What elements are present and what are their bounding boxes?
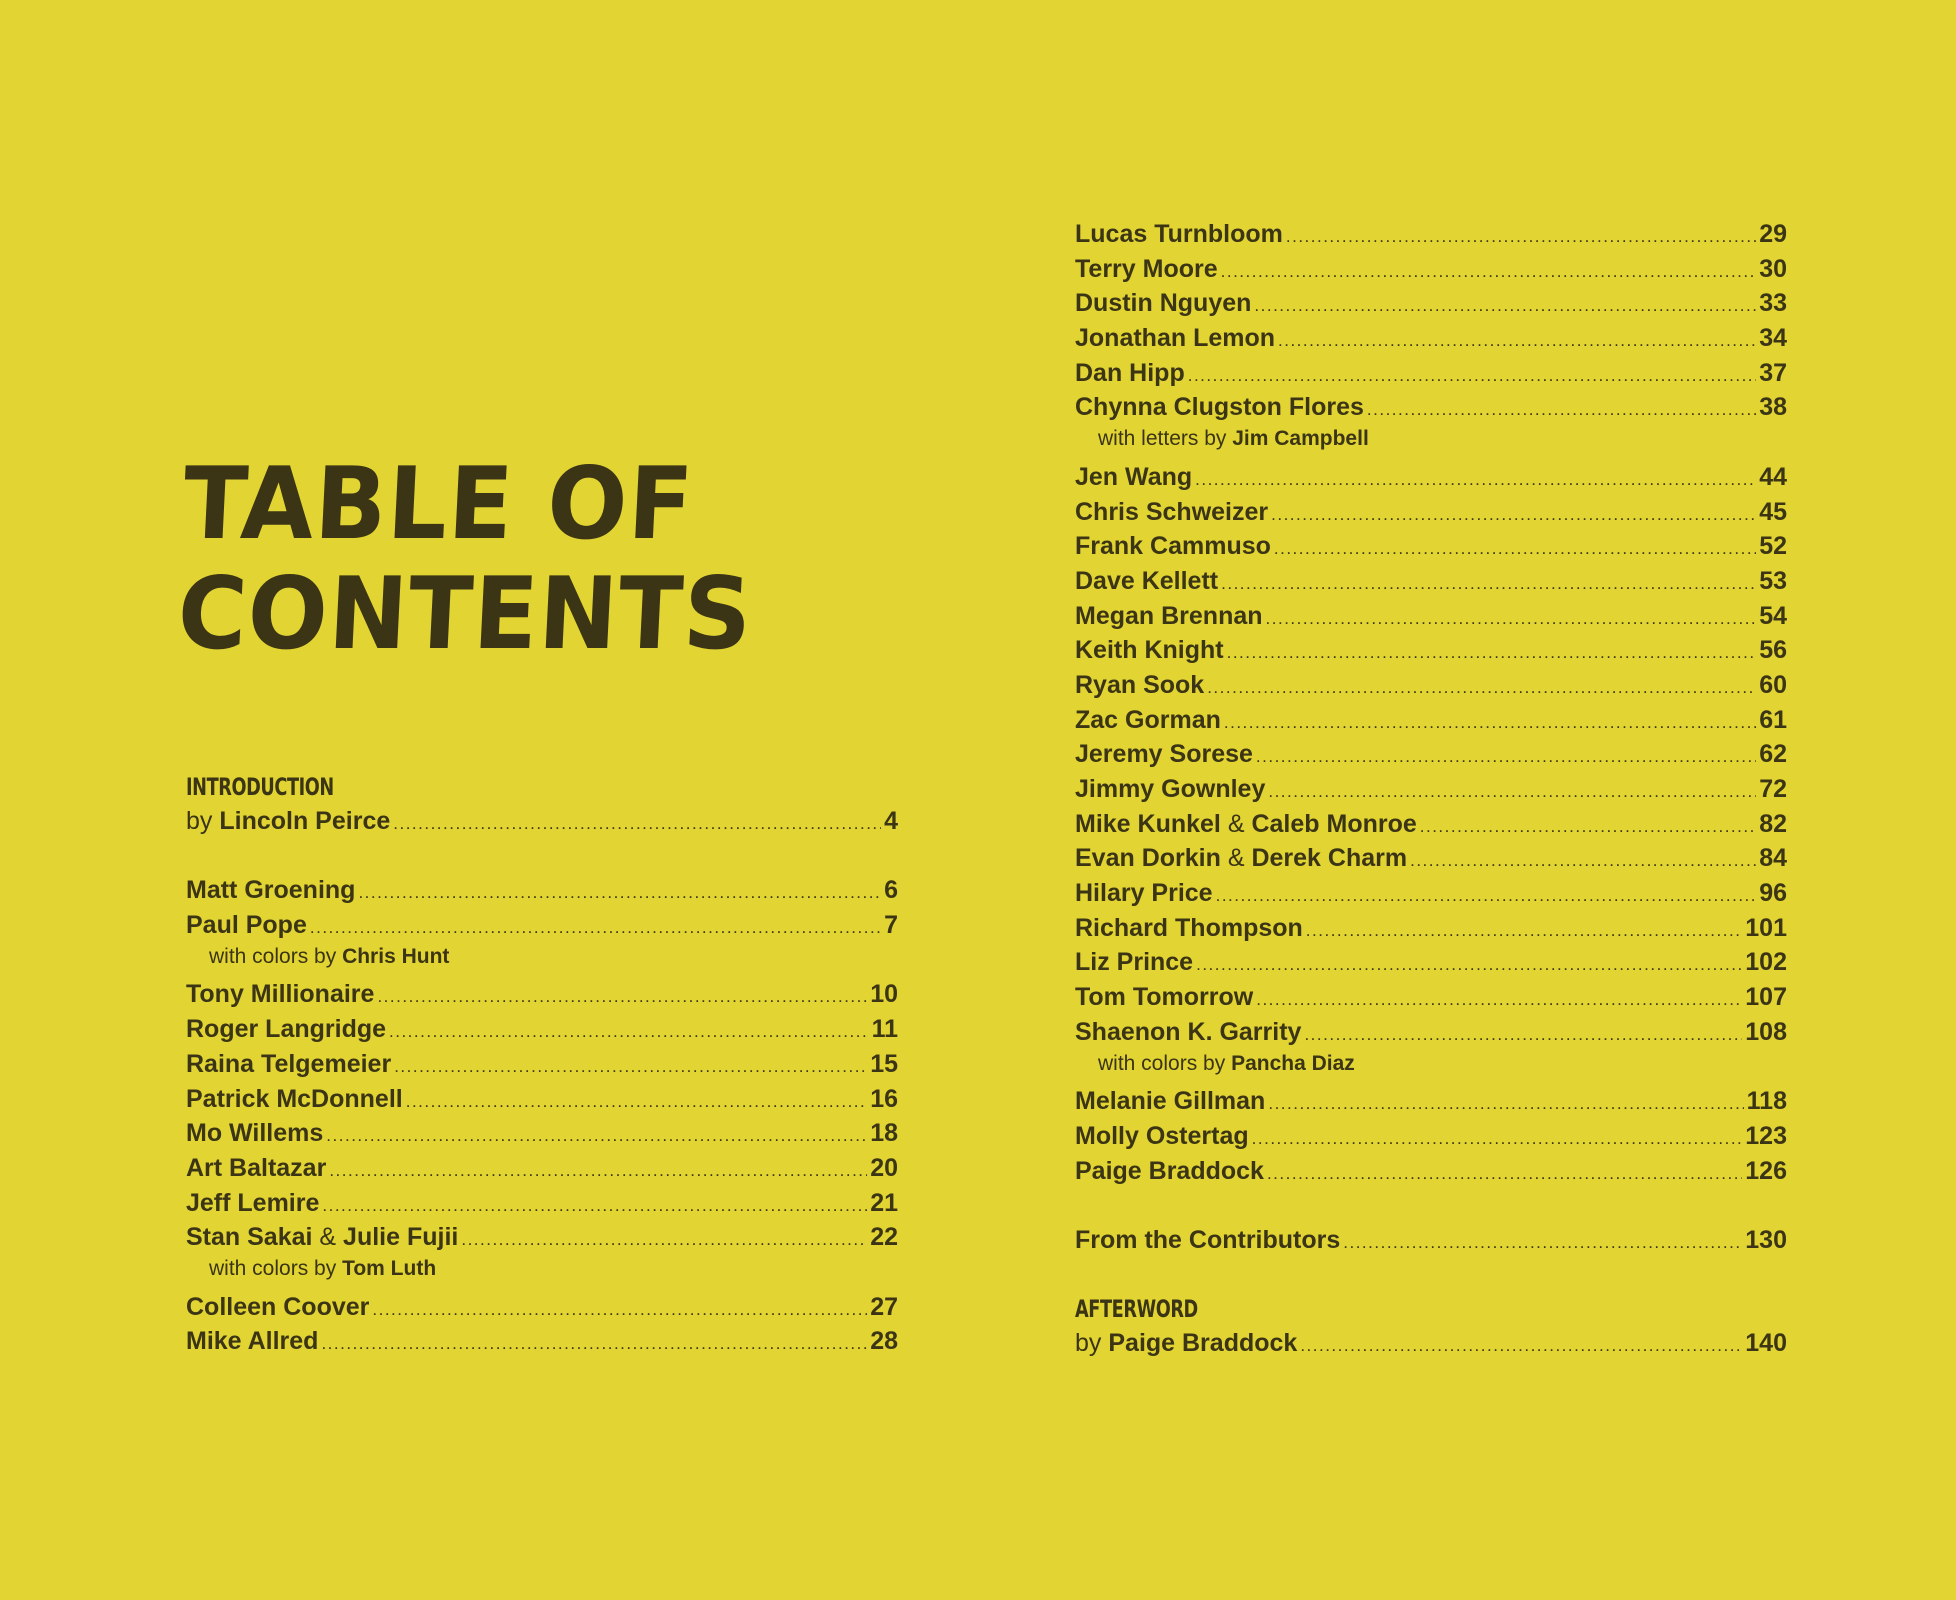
dot-leader [1266,602,1757,637]
entry-name: Julie Fujii [343,1223,459,1252]
entry-name: Patrick McDonnell [186,1084,403,1113]
dot-leader [1252,1122,1743,1157]
entry-name: Jeremy Sorese [1075,740,1253,769]
dot-leader [1420,810,1756,845]
page-title [174,446,760,673]
toc-entry[interactable] [1075,252,1787,287]
dot-leader [322,1189,867,1224]
entry-page: 27 [870,1292,898,1321]
entry-name: Frank Cammuso [1075,532,1271,561]
entry-group [1075,460,1787,807]
entry-page: 72 [1759,775,1787,803]
toc-entry[interactable] [1075,1084,1787,1119]
entry-page: 16 [870,1084,898,1113]
entry-name: Roger Langridge [186,1015,387,1044]
entry-name: Hilary Price [1075,879,1213,908]
entry-name: Raina Telgemeier [186,1049,392,1078]
entry-name: Shaenon K. Garrity [1075,1017,1302,1046]
entry-page: 82 [1759,809,1787,838]
toc-entry[interactable] [186,1151,898,1186]
entry-page: 45 [1759,497,1787,526]
toc-entry[interactable] [1075,1015,1787,1050]
entry-page: 28 [870,1327,898,1356]
entry-name: Melanie Gillman [1075,1087,1266,1116]
toc-entry[interactable] [1075,356,1787,391]
entry-page: 130 [1745,1225,1787,1254]
toc-entry[interactable] [186,1012,898,1047]
dot-leader [1343,1226,1742,1261]
entry-page: 108 [1745,1017,1787,1046]
entry-name: Jen Wang [1075,462,1193,491]
entry-group [1075,876,1787,1049]
entry-page: 62 [1759,740,1787,769]
entry-name: Mike Allred [186,1327,319,1356]
toc-entry[interactable] [1075,876,1787,911]
dot-leader [310,911,881,946]
entry-page: 140 [1745,1329,1787,1358]
entry-page: 34 [1759,324,1787,353]
entry-name: Dan Hipp [1075,358,1185,387]
toc-entry-dorkin[interactable]: Evan Dorkin & Derek Charm ..... 84 [1075,841,1787,876]
toc-entry[interactable] [186,1082,898,1117]
entry-page: 60 [1759,670,1787,699]
entry-name: Chynna Clugston Flores [1075,393,1364,422]
entry-page: 96 [1759,879,1787,908]
entry-name: Evan Dorkin [1075,844,1221,873]
dot-leader [1188,359,1756,394]
entry-page: 33 [1759,289,1787,318]
dot-leader [1224,706,1756,741]
entry-page: 30 [1759,254,1787,283]
entry-name: Liz Prince [1075,948,1194,977]
toc-entry[interactable] [186,1186,898,1221]
entry-name: Richard Thompson [1075,913,1303,942]
toc-entry[interactable] [1075,321,1787,356]
entry-page: 22 [870,1223,898,1252]
entry-name: Paige Braddock [1075,1156,1264,1185]
title-line-2: CONTENTS [174,557,756,673]
entry-name: Paige Braddock [1108,1329,1298,1358]
toc-entry[interactable] [186,1290,898,1325]
toc-entry-contributors[interactable] [1075,1223,1787,1258]
entry-name: Colleen Coover [186,1292,370,1321]
toc-entry[interactable] [186,977,898,1012]
toc-entry[interactable] [186,1324,898,1359]
entry-name: Keith Knight [1075,636,1224,665]
entry-page: 54 [1759,601,1787,630]
dot-leader [1268,1087,1743,1122]
dot-leader [1268,775,1756,810]
dot-leader [1227,636,1757,671]
entry-name: Art Baltazar [186,1153,327,1182]
entry-name: Jeff Lemire [186,1188,320,1217]
entry-group [186,1290,898,1359]
dot-leader [372,1293,867,1328]
entry-name: Lucas Turnbloom [1075,220,1283,248]
toc-entry[interactable] [1075,703,1787,738]
entry-page: 56 [1759,636,1787,665]
entry-page: 7 [884,911,898,940]
afterword-heading: AFTERWORD [1075,1295,1198,1324]
toc-entry[interactable] [186,873,898,908]
toc-entry[interactable] [1075,529,1787,564]
entry-page: 37 [1759,358,1787,387]
credit-line: with colors by Pancha Diaz [1098,1051,1355,1075]
toc-entry[interactable] [1075,772,1787,807]
entry-name: Ryan Sook [1075,670,1205,699]
entry-page: 107 [1745,983,1787,1012]
toc-entry[interactable] [1075,599,1787,634]
entry-page: 20 [870,1153,898,1182]
dot-leader [1221,255,1757,290]
introduction-heading: INTRODUCTION [186,773,334,801]
toc-entry-kunkel[interactable]: Mike Kunkel & Caleb Monroe ..... 82 [1075,807,1787,842]
dot-leader [1300,1329,1742,1364]
toc-entry[interactable] [1075,980,1787,1015]
toc-entry[interactable] [1075,633,1787,668]
toc-entry-introduction[interactable] [186,804,898,839]
dot-leader [1278,324,1756,359]
dot-leader [1274,532,1756,567]
by-prefix: by [1075,1329,1102,1358]
toc-entry[interactable] [1075,495,1787,530]
dot-leader [1410,844,1756,879]
entry-name: Chris Schweizer [1075,497,1269,526]
entry-name: Paul Pope [186,911,307,940]
entry-page: 11 [871,1015,898,1044]
dot-leader [1254,289,1756,324]
entry-page: 4 [884,807,898,835]
toc-entry-sakai[interactable]: Stan Sakai & Julie Fujii ..... 22 [186,1220,898,1255]
entry-name: Stan Sakai [186,1223,313,1252]
toc-entry[interactable] [186,1047,898,1082]
entry-page: 10 [870,980,898,1009]
toc-entry[interactable] [1075,945,1787,980]
entry-name: Tom Tomorrow [1075,983,1254,1012]
entry-page: 101 [1745,913,1787,942]
entry-name: Lincoln Peirce [219,807,391,835]
dot-leader [321,1327,867,1362]
entry-page: 18 [870,1119,898,1148]
dot-leader [377,980,867,1015]
dot-leader [1221,567,1756,602]
entry-group [1075,1084,1787,1188]
entry-page: 118 [1746,1087,1787,1116]
entry-name: Derek Charm [1251,844,1408,873]
entry-name: Dustin Nguyen [1075,289,1252,318]
toc-entry[interactable] [1075,564,1787,599]
dot-leader [1195,463,1756,498]
entry-name: Tony Millionaire [186,980,375,1009]
dot-leader [394,1050,867,1085]
entry-name: Caleb Monroe [1251,809,1417,838]
spacer [1075,1188,1787,1223]
entry-name: Dave Kellett [1075,566,1219,595]
toc-entry[interactable] [1075,1119,1787,1154]
toc-entry[interactable] [1075,1154,1787,1189]
title-line-1: TABLE OF [180,446,697,563]
credit-line: with colors by Tom Luth [209,1256,437,1280]
toc-right-column [1075,217,1787,1361]
entry-group [186,977,898,1220]
entry-page: 61 [1759,705,1787,734]
entry-page: 44 [1759,462,1787,491]
dot-leader [1256,983,1742,1018]
toc-entry[interactable] [1075,217,1787,252]
entry-name: Terry Moore [1075,254,1218,283]
entry-group [1075,217,1787,425]
spacer [186,839,898,874]
entry-name: Matt Groening [186,876,356,905]
entry-name: Molly Ostertag [1075,1121,1249,1150]
entry-name: Zac Gorman [1075,705,1221,734]
entry-page: 52 [1759,532,1787,561]
entry-page: 38 [1759,393,1787,422]
entry-page: 102 [1745,948,1787,977]
entry-page: 6 [884,876,898,905]
dot-leader [1207,671,1756,706]
entry-name: Jimmy Gownley [1075,775,1266,803]
spacer [1075,1258,1787,1293]
entry-group [186,873,898,942]
entry-page: 53 [1759,566,1787,595]
entry-name: Jonathan Lemon [1075,324,1276,353]
dot-leader [1216,879,1757,914]
dot-leader [1271,498,1756,533]
dot-leader [461,1223,867,1258]
toc-entry[interactable] [1075,668,1787,703]
toc-left-column [186,770,898,1359]
dot-leader [393,807,881,842]
toc-entry[interactable] [1075,737,1787,772]
dot-leader [406,1085,867,1120]
entry-name: Megan Brennan [1075,601,1263,630]
dot-leader [1267,1157,1742,1192]
dot-leader [1256,740,1756,775]
credit-line: with colors by Chris Hunt [209,944,450,968]
dot-leader [1306,914,1742,949]
entry-page: 126 [1745,1156,1787,1185]
credit-line: with letters by Jim Campbell [1098,427,1369,451]
toc-entry-afterword[interactable] [1075,1326,1787,1361]
toc-entry[interactable] [1075,390,1787,425]
dot-leader [1367,393,1756,428]
dot-leader [329,1154,867,1189]
entry-name: Mo Willems [186,1119,324,1148]
by-prefix: by [186,807,213,835]
entry-page: 84 [1759,844,1787,873]
toc-entry[interactable] [1075,911,1787,946]
entry-page: 15 [870,1049,898,1078]
entry-name: Mike Kunkel [1075,809,1221,838]
entry-name: From the Contributors [1075,1225,1341,1254]
dot-leader [1304,1018,1742,1053]
toc-entry[interactable] [1075,460,1787,495]
dot-leader [1196,948,1742,983]
entry-page: 21 [870,1188,898,1217]
dot-leader [326,1119,867,1154]
dot-leader [389,1015,869,1050]
entry-page: 123 [1745,1121,1787,1150]
dot-leader [1286,220,1756,255]
dot-leader [358,876,881,911]
toc-entry[interactable] [186,908,898,943]
entry-page: 29 [1759,220,1787,248]
toc-entry[interactable] [1075,286,1787,321]
toc-entry[interactable] [186,1116,898,1151]
